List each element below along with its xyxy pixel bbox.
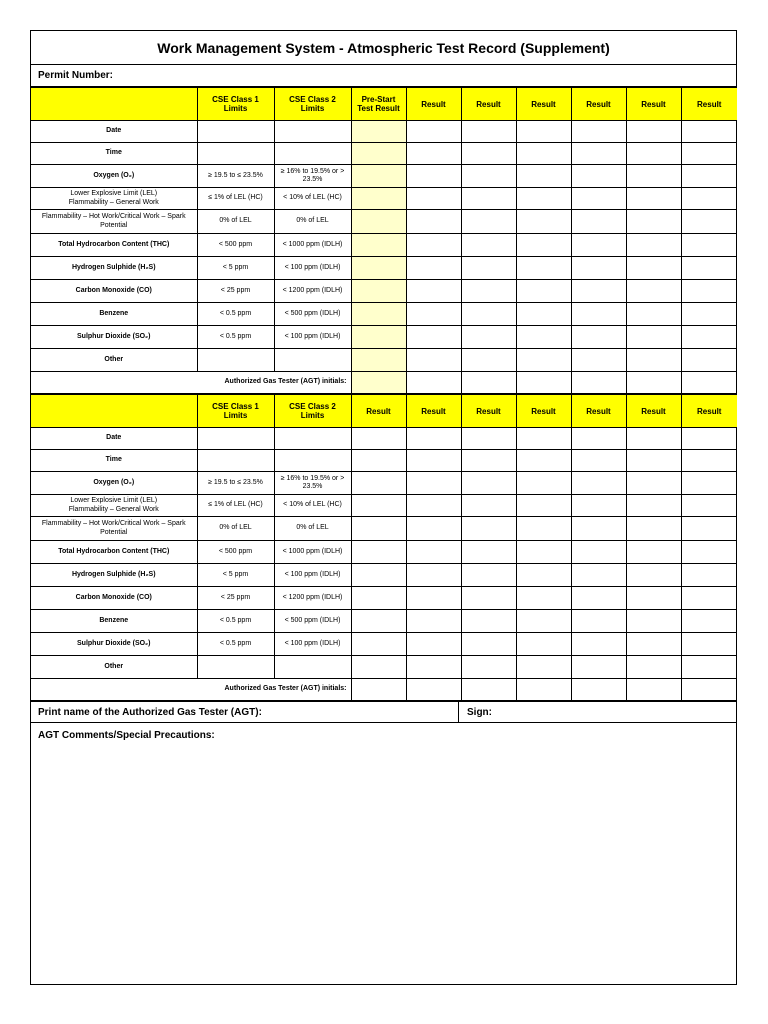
result-cell[interactable] — [351, 472, 406, 495]
result-header: Result — [571, 88, 626, 121]
section-1-table — [31, 87, 737, 394]
result-cell[interactable] — [516, 541, 571, 564]
result-cell[interactable] — [571, 450, 626, 472]
class-1-limit — [197, 428, 274, 450]
result-cell[interactable] — [406, 541, 461, 564]
result-cell[interactable] — [571, 188, 626, 210]
class-1-limit: < 0.5 ppm — [197, 633, 274, 656]
agt-initials-cell[interactable] — [406, 679, 461, 701]
table-row — [31, 633, 737, 656]
agt-sign-field[interactable]: Sign: — [467, 706, 492, 718]
result-cell[interactable] — [681, 656, 737, 679]
agt-initials-label: Authorized Gas Tester (AGT) initials: — [31, 679, 351, 701]
pre-start-result-cell[interactable] — [351, 165, 406, 188]
result-header: Result — [461, 395, 516, 428]
table-row — [31, 495, 737, 517]
class-1-limit: < 500 ppm — [197, 541, 274, 564]
class-1-limit: 0% of LEL — [197, 517, 274, 541]
cse-class-2-header: CSE Class 2 Limits — [274, 395, 351, 428]
agt-initials-cell[interactable] — [406, 372, 461, 394]
result-cell[interactable] — [681, 587, 737, 610]
result-cell[interactable] — [571, 165, 626, 188]
result-cell[interactable] — [461, 143, 516, 165]
pre-start-result-cell[interactable] — [351, 349, 406, 372]
result-cell[interactable] — [626, 303, 681, 326]
result-cell[interactable] — [571, 587, 626, 610]
class-1-limit: < 0.5 ppm — [197, 326, 274, 349]
agt-initials-cell[interactable] — [571, 372, 626, 394]
result-cell[interactable] — [406, 587, 461, 610]
result-header: Result — [406, 395, 461, 428]
result-cell[interactable] — [571, 517, 626, 541]
header-blank-cell — [31, 395, 197, 428]
agt-initials-row — [31, 372, 737, 394]
parameter-label: Flammability – Hot Work/Critical Work – Spark Potential — [31, 517, 197, 541]
pre-start-header: Pre-Start Test Result — [351, 88, 406, 121]
result-cell[interactable] — [461, 564, 516, 587]
result-header: Result — [351, 395, 406, 428]
table-row — [31, 143, 737, 165]
result-header: Result — [516, 88, 571, 121]
class-2-limit: < 100 ppm (IDLH) — [274, 257, 351, 280]
result-cell[interactable] — [516, 517, 571, 541]
class-1-limit: < 500 ppm — [197, 234, 274, 257]
parameter-name: Lower Explosive Limit (LEL) — [70, 497, 158, 504]
class-2-limit — [274, 450, 351, 472]
class-1-limit: < 25 ppm — [197, 280, 274, 303]
result-cell[interactable] — [406, 517, 461, 541]
result-cell[interactable] — [406, 610, 461, 633]
class-1-limit: ≤ 1% of LEL (HC) — [197, 495, 274, 517]
result-cell[interactable] — [626, 428, 681, 450]
result-cell[interactable] — [461, 188, 516, 210]
result-cell[interactable] — [571, 257, 626, 280]
result-cell[interactable] — [461, 280, 516, 303]
result-cell[interactable] — [406, 280, 461, 303]
result-cell[interactable] — [406, 450, 461, 472]
agt-initials-cell[interactable] — [461, 372, 516, 394]
result-cell[interactable] — [516, 564, 571, 587]
result-cell[interactable] — [406, 633, 461, 656]
result-cell[interactable] — [461, 656, 516, 679]
result-cell[interactable] — [626, 472, 681, 495]
result-cell[interactable] — [681, 143, 737, 165]
result-cell[interactable] — [571, 633, 626, 656]
result-cell[interactable] — [516, 303, 571, 326]
table-row — [31, 587, 737, 610]
class-2-limit: ≥ 16% to 19.5% or > 23.5% — [274, 472, 351, 495]
result-cell[interactable] — [626, 517, 681, 541]
result-cell[interactable] — [681, 280, 737, 303]
class-2-limit: 0% of LEL — [274, 210, 351, 234]
table-row — [31, 541, 737, 564]
result-cell[interactable] — [571, 121, 626, 143]
class-2-limit: < 100 ppm (IDLH) — [274, 633, 351, 656]
result-cell[interactable] — [516, 257, 571, 280]
parameter-subtitle: Flammability – General Work — [68, 505, 159, 513]
pre-start-result-cell[interactable] — [351, 257, 406, 280]
result-cell[interactable] — [351, 610, 406, 633]
result-cell[interactable] — [461, 472, 516, 495]
result-cell[interactable] — [681, 517, 737, 541]
result-cell[interactable] — [681, 472, 737, 495]
table-row — [31, 564, 737, 587]
pre-start-result-cell[interactable] — [351, 303, 406, 326]
result-cell[interactable] — [571, 143, 626, 165]
result-cell[interactable] — [681, 349, 737, 372]
result-cell[interactable] — [516, 234, 571, 257]
result-cell[interactable] — [571, 234, 626, 257]
cse-class-1-header: CSE Class 1 Limits — [197, 88, 274, 121]
result-cell[interactable] — [461, 587, 516, 610]
result-cell[interactable] — [406, 326, 461, 349]
result-cell[interactable] — [626, 656, 681, 679]
table-row — [31, 517, 737, 541]
result-cell[interactable] — [351, 633, 406, 656]
result-cell[interactable] — [516, 450, 571, 472]
result-cell[interactable] — [406, 257, 461, 280]
result-cell[interactable] — [406, 428, 461, 450]
parameter-label: Total Hydrocarbon Content (THC) — [31, 541, 197, 564]
result-cell[interactable] — [406, 349, 461, 372]
pre-start-result-cell[interactable] — [351, 280, 406, 303]
class-1-limit: < 5 ppm — [197, 257, 274, 280]
parameter-label: Hydrogen Sulphide (H₂S) — [31, 564, 197, 587]
table-row — [31, 349, 737, 372]
result-cell[interactable] — [351, 517, 406, 541]
result-cell[interactable] — [571, 280, 626, 303]
result-cell[interactable] — [461, 326, 516, 349]
result-cell[interactable] — [461, 210, 516, 234]
parameter-name: Lower Explosive Limit (LEL) — [70, 190, 158, 197]
table-row — [31, 428, 737, 450]
result-cell[interactable] — [406, 188, 461, 210]
result-cell[interactable] — [351, 564, 406, 587]
result-cell[interactable] — [571, 326, 626, 349]
agt-initials-label: Authorized Gas Tester (AGT) initials: — [31, 372, 351, 394]
class-1-limit: ≥ 19.5 to ≤ 23.5% — [197, 165, 274, 188]
header-blank-cell — [31, 88, 197, 121]
result-cell[interactable] — [626, 188, 681, 210]
parameter-label: Other — [31, 656, 197, 679]
result-cell[interactable] — [571, 610, 626, 633]
table-row — [31, 326, 737, 349]
class-1-limit: 0% of LEL — [197, 210, 274, 234]
result-cell[interactable] — [626, 587, 681, 610]
result-cell[interactable] — [406, 143, 461, 165]
result-cell[interactable] — [461, 517, 516, 541]
table-row — [31, 121, 737, 143]
table-row — [31, 165, 737, 188]
header-row — [31, 88, 737, 121]
result-cell[interactable] — [516, 587, 571, 610]
agt-initials-cell[interactable] — [626, 679, 681, 701]
result-cell[interactable] — [461, 541, 516, 564]
result-cell[interactable] — [351, 541, 406, 564]
cse-class-2-header: CSE Class 2 Limits — [274, 88, 351, 121]
result-cell[interactable] — [351, 587, 406, 610]
result-cell[interactable] — [516, 143, 571, 165]
cse-class-1-header: CSE Class 1 Limits — [197, 395, 274, 428]
parameter-label: Date — [31, 121, 197, 143]
result-cell[interactable] — [406, 210, 461, 234]
result-cell[interactable] — [681, 495, 737, 517]
result-cell[interactable] — [516, 121, 571, 143]
result-cell[interactable] — [461, 165, 516, 188]
result-cell[interactable] — [626, 234, 681, 257]
result-cell[interactable] — [516, 472, 571, 495]
result-cell[interactable] — [681, 326, 737, 349]
class-2-limit — [274, 656, 351, 679]
result-cell[interactable] — [626, 495, 681, 517]
test-record-form — [30, 30, 737, 985]
class-2-limit: < 10% of LEL (HC) — [274, 188, 351, 210]
class-2-limit: < 500 ppm (IDLH) — [274, 303, 351, 326]
result-cell[interactable] — [571, 541, 626, 564]
class-2-limit: < 1000 ppm (IDLH) — [274, 541, 351, 564]
result-cell[interactable] — [461, 234, 516, 257]
agt-initials-cell[interactable] — [461, 679, 516, 701]
table-row — [31, 210, 737, 234]
result-header: Result — [626, 395, 681, 428]
result-cell[interactable] — [516, 280, 571, 303]
result-cell[interactable] — [406, 472, 461, 495]
agt-initials-cell[interactable] — [681, 372, 737, 394]
result-cell[interactable] — [516, 428, 571, 450]
result-cell[interactable] — [351, 450, 406, 472]
result-cell[interactable] — [406, 234, 461, 257]
table-row — [31, 472, 737, 495]
result-cell[interactable] — [351, 656, 406, 679]
result-cell[interactable] — [461, 610, 516, 633]
parameter-label: Oxygen (O₂) — [31, 472, 197, 495]
class-2-limit: 0% of LEL — [274, 517, 351, 541]
result-cell[interactable] — [626, 165, 681, 188]
parameter-label: Carbon Monoxide (CO) — [31, 280, 197, 303]
result-cell[interactable] — [681, 541, 737, 564]
agt-initials-cell[interactable] — [681, 679, 737, 701]
result-cell[interactable] — [626, 633, 681, 656]
class-2-limit: < 500 ppm (IDLH) — [274, 610, 351, 633]
parameter-label: Flammability – Hot Work/Critical Work – Spark Potential — [31, 210, 197, 234]
result-cell[interactable] — [351, 495, 406, 517]
result-cell[interactable] — [626, 564, 681, 587]
result-cell[interactable] — [681, 610, 737, 633]
parameter-subtitle: Flammability – General Work — [68, 198, 159, 206]
agt-initials-cell[interactable] — [516, 372, 571, 394]
result-cell[interactable] — [406, 165, 461, 188]
result-cell[interactable] — [406, 121, 461, 143]
pre-start-result-cell[interactable] — [351, 188, 406, 210]
class-2-limit — [274, 121, 351, 143]
result-header: Result — [571, 395, 626, 428]
result-cell[interactable] — [516, 210, 571, 234]
class-2-limit: < 1200 ppm (IDLH) — [274, 587, 351, 610]
class-2-limit: < 100 ppm (IDLH) — [274, 564, 351, 587]
parameter-label: Benzene — [31, 303, 197, 326]
parameter-label: Benzene — [31, 610, 197, 633]
result-cell[interactable] — [626, 349, 681, 372]
result-cell[interactable] — [516, 188, 571, 210]
result-cell[interactable] — [571, 210, 626, 234]
parameter-label: Other — [31, 349, 197, 372]
result-cell[interactable] — [406, 564, 461, 587]
result-cell[interactable] — [626, 280, 681, 303]
class-2-limit — [274, 349, 351, 372]
permit-number-field[interactable]: Permit Number: — [31, 65, 736, 87]
result-cell[interactable] — [626, 326, 681, 349]
agt-initials-cell[interactable] — [626, 372, 681, 394]
agt-initials-cell[interactable] — [351, 679, 406, 701]
result-cell[interactable] — [461, 257, 516, 280]
result-cell[interactable] — [351, 428, 406, 450]
result-cell[interactable] — [461, 495, 516, 517]
result-cell[interactable] — [516, 495, 571, 517]
result-cell[interactable] — [681, 234, 737, 257]
result-cell[interactable] — [516, 633, 571, 656]
agt-initials-cell[interactable] — [571, 679, 626, 701]
table-row — [31, 303, 737, 326]
class-1-limit: < 5 ppm — [197, 564, 274, 587]
result-cell[interactable] — [571, 564, 626, 587]
result-cell[interactable] — [681, 210, 737, 234]
result-cell[interactable] — [406, 656, 461, 679]
table-row — [31, 280, 737, 303]
result-cell[interactable] — [626, 143, 681, 165]
class-2-limit: < 1000 ppm (IDLH) — [274, 234, 351, 257]
result-cell[interactable] — [571, 303, 626, 326]
parameter-label: Total Hydrocarbon Content (THC) — [31, 234, 197, 257]
result-header: Result — [681, 395, 737, 428]
result-header: Result — [516, 395, 571, 428]
pre-start-result-cell[interactable] — [351, 121, 406, 143]
result-cell[interactable] — [681, 121, 737, 143]
table-row — [31, 450, 737, 472]
result-cell[interactable] — [681, 450, 737, 472]
result-cell[interactable] — [681, 564, 737, 587]
class-2-limit: < 100 ppm (IDLH) — [274, 326, 351, 349]
agt-print-name-field[interactable]: Print name of the Authorized Gas Tester (AGT): — [31, 702, 459, 722]
form-title: Work Management System - Atmospheric Test Record (Supplement) — [31, 31, 736, 65]
result-cell[interactable] — [571, 428, 626, 450]
result-cell[interactable] — [626, 210, 681, 234]
class-1-limit — [197, 656, 274, 679]
pre-start-result-cell[interactable] — [351, 326, 406, 349]
result-cell[interactable] — [516, 610, 571, 633]
table-row — [31, 234, 737, 257]
parameter-label: Date — [31, 428, 197, 450]
class-1-limit: ≤ 1% of LEL (HC) — [197, 188, 274, 210]
result-header: Result — [406, 88, 461, 121]
class-2-limit: < 10% of LEL (HC) — [274, 495, 351, 517]
agt-initials-row — [31, 679, 737, 701]
parameter-label: Time — [31, 143, 197, 165]
parameter-label: Hydrogen Sulphide (H₂S) — [31, 257, 197, 280]
result-cell[interactable] — [461, 428, 516, 450]
parameter-label: Sulphur Dioxide (SO₂) — [31, 633, 197, 656]
table-row — [31, 656, 737, 679]
parameter-label — [31, 495, 197, 517]
result-cell[interactable] — [681, 633, 737, 656]
class-1-limit: ≥ 19.5 to ≤ 23.5% — [197, 472, 274, 495]
result-cell[interactable] — [571, 656, 626, 679]
agt-comments-field[interactable]: AGT Comments/Special Precautions: — [38, 730, 215, 741]
result-cell[interactable] — [681, 257, 737, 280]
result-cell[interactable] — [461, 349, 516, 372]
signature-row — [31, 701, 736, 723]
class-1-limit — [197, 349, 274, 372]
class-1-limit: < 25 ppm — [197, 587, 274, 610]
result-cell[interactable] — [461, 633, 516, 656]
result-cell[interactable] — [681, 303, 737, 326]
parameter-label: Sulphur Dioxide (SO₂) — [31, 326, 197, 349]
result-header: Result — [626, 88, 681, 121]
table-row — [31, 610, 737, 633]
result-cell[interactable] — [516, 326, 571, 349]
result-header: Result — [461, 88, 516, 121]
result-cell[interactable] — [571, 495, 626, 517]
class-1-limit — [197, 143, 274, 165]
result-cell[interactable] — [461, 121, 516, 143]
class-2-limit — [274, 428, 351, 450]
parameter-label: Oxygen (O₂) — [31, 165, 197, 188]
result-cell[interactable] — [626, 121, 681, 143]
result-cell[interactable] — [681, 428, 737, 450]
result-cell[interactable] — [681, 188, 737, 210]
result-cell[interactable] — [406, 495, 461, 517]
class-2-limit: < 1200 ppm (IDLH) — [274, 280, 351, 303]
result-cell[interactable] — [571, 472, 626, 495]
header-row — [31, 395, 737, 428]
pre-start-result-cell[interactable] — [351, 143, 406, 165]
result-cell[interactable] — [461, 303, 516, 326]
result-cell[interactable] — [406, 303, 461, 326]
result-cell[interactable] — [626, 610, 681, 633]
agt-initials-cell[interactable] — [351, 372, 406, 394]
section-2-table — [31, 394, 737, 701]
result-cell[interactable] — [571, 349, 626, 372]
result-cell[interactable] — [461, 450, 516, 472]
class-2-limit — [274, 143, 351, 165]
result-cell[interactable] — [681, 165, 737, 188]
pre-start-result-cell[interactable] — [351, 210, 406, 234]
result-cell[interactable] — [626, 541, 681, 564]
agt-initials-cell[interactable] — [516, 679, 571, 701]
table-row — [31, 257, 737, 280]
parameter-label — [31, 188, 197, 210]
result-cell[interactable] — [626, 257, 681, 280]
table-row — [31, 188, 737, 210]
class-1-limit — [197, 121, 274, 143]
class-1-limit: < 0.5 ppm — [197, 610, 274, 633]
parameter-label: Time — [31, 450, 197, 472]
result-cell[interactable] — [516, 656, 571, 679]
class-1-limit: < 0.5 ppm — [197, 303, 274, 326]
class-2-limit: ≥ 16% to 19.5% or > 23.5% — [274, 165, 351, 188]
result-header: Result — [681, 88, 737, 121]
result-cell[interactable] — [626, 450, 681, 472]
pre-start-result-cell[interactable] — [351, 234, 406, 257]
result-cell[interactable] — [516, 165, 571, 188]
class-1-limit — [197, 450, 274, 472]
parameter-label: Carbon Monoxide (CO) — [31, 587, 197, 610]
result-cell[interactable] — [516, 349, 571, 372]
